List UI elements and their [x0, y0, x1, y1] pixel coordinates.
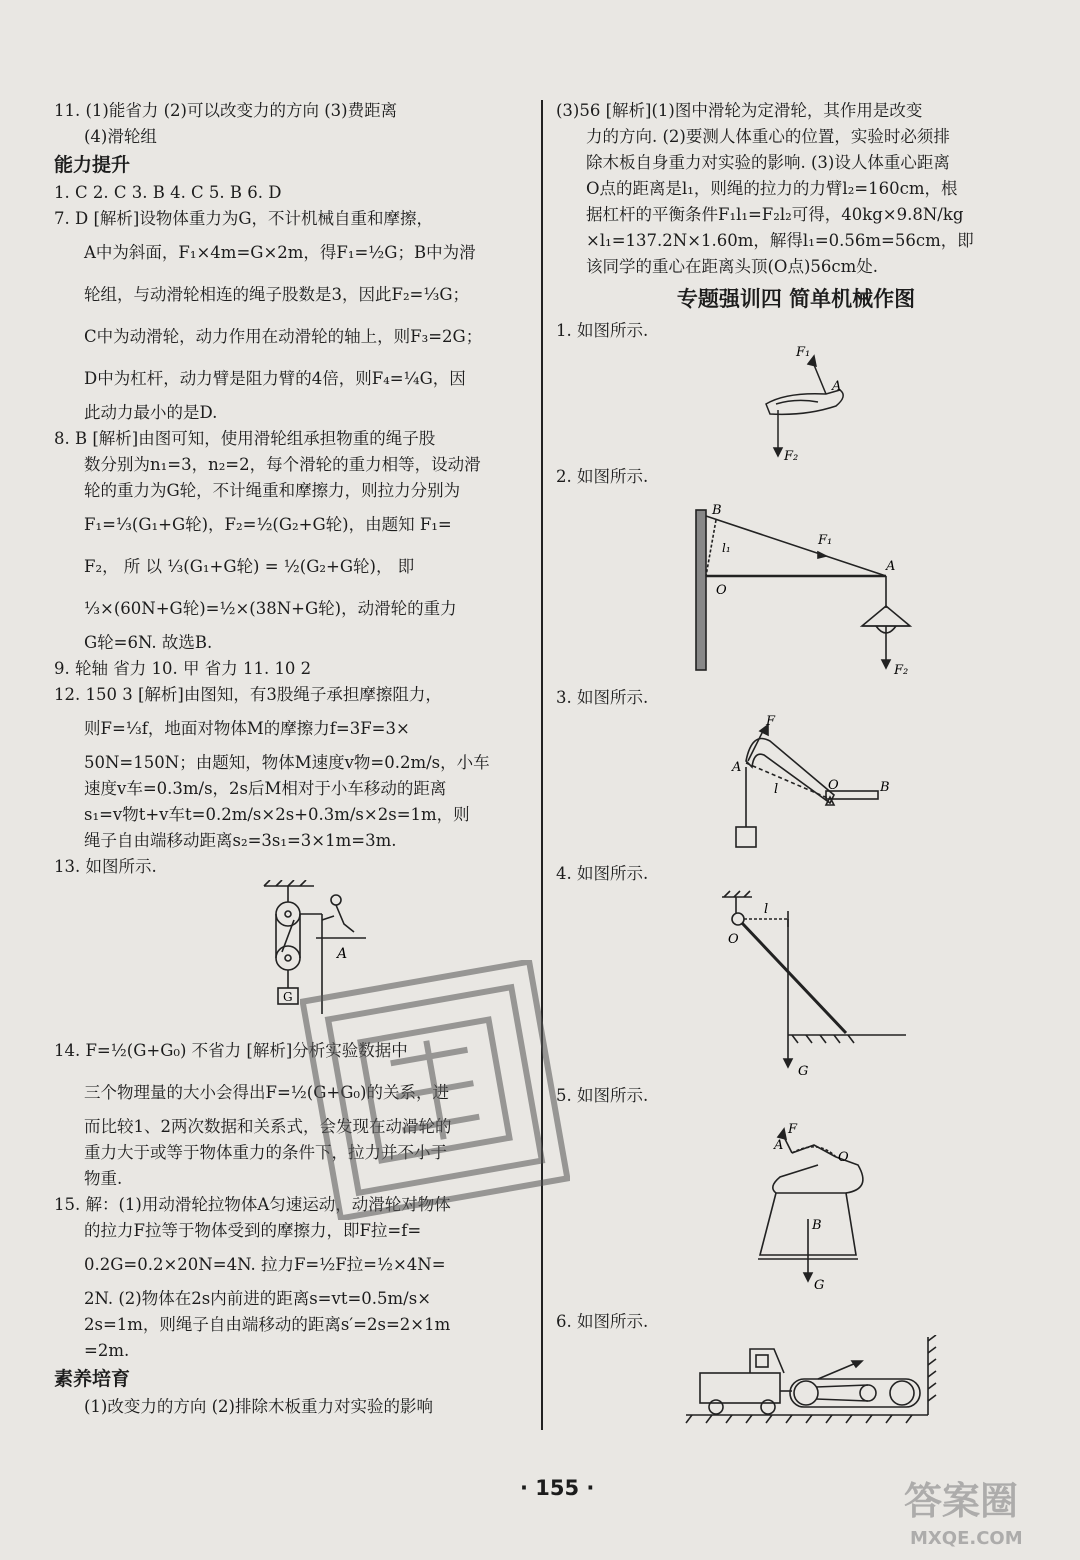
fig5-label-f: F — [788, 1122, 798, 1137]
q12-line: 速度v车=0.3m/s，2s后M相对于小车移动的距离 — [84, 779, 447, 798]
fig3-label-l: l — [774, 782, 779, 797]
cont-line: 据杠杆的平衡条件F₁l₁=F₂l₂可得，40kg×9.8N/kg — [586, 205, 964, 224]
fig5-label-o: O — [838, 1150, 849, 1165]
site-logo-watermark — [900, 1470, 1070, 1550]
q15-line: 0.2G=0.2×20N=4N. 拉力F=½F拉=½×4N= — [84, 1255, 446, 1274]
q7-line: 轮组，与动滑轮相连的绳子股数是3，因此F₂=⅓G； — [84, 285, 470, 304]
q12-line: s₁=v物t+v车t=0.2m/s×2s+0.3m/s×2s=1m，则 — [84, 805, 470, 824]
q11-line1: 11. (1)能省力 (2)可以改变力的方向 (3)费距离 — [54, 101, 398, 120]
fig6-truck-pulley — [556, 1335, 1036, 1435]
fig2-caption: 2. 如图所示. — [556, 467, 649, 486]
fig5-label-a: A — [774, 1138, 784, 1153]
fig2-label-f1: F₁ — [818, 533, 833, 548]
fig2-label-a: A — [886, 559, 896, 574]
q15-line: =2m. — [84, 1341, 130, 1360]
q12-line: 则F=⅓f，地面对物体M的摩擦力f=3F=3× — [84, 719, 410, 738]
q13-label-a: A — [337, 946, 348, 962]
fig1-label-f1: F₁ — [796, 345, 811, 360]
right-column — [556, 98, 1036, 1435]
fig1-label-a: A — [832, 379, 842, 394]
q14-line: 三个物理量的大小会得出F=½(G+G₀)的关系，进 — [84, 1083, 449, 1102]
q15-line: 2s=1m，则绳子自由端移动的距离s′=2s=2×1m — [84, 1315, 451, 1334]
fig4-label-o: O — [728, 932, 739, 947]
fig2-label-f2: F₂ — [894, 663, 909, 678]
answers-1-6: 1. C 2. C 3. B 4. C 5. B 6. D — [54, 183, 282, 202]
q8-line: 8. B [解析]由图可知，使用滑轮组承担物重的绳子股 — [54, 429, 436, 448]
q12-line: 50N=150N；由题知，物体M速度v物=0.2m/s，小车 — [84, 753, 490, 772]
q15-line: 的拉力F拉等于物体受到的摩擦力，即F拉=f= — [84, 1221, 422, 1240]
section-title: 专题强训四 简单机械作图 — [676, 287, 916, 311]
q7-line: 此动力最小的是D. — [84, 403, 218, 422]
q15-line: 15. 解：(1)用动滑轮拉物体A匀速运动，动滑轮对物体 — [54, 1195, 451, 1214]
fig3-label-b: B — [880, 780, 890, 795]
q7-line: D中为杠杆，动力臂是阻力臂的4倍，则F₄=¼G，因 — [84, 369, 466, 388]
section-literacy: 素养培育 — [54, 1368, 131, 1390]
q8-line: F₁=⅓(G₁+G轮)，F₂=½(G₂+G轮)，由题知 F₁= — [84, 515, 452, 534]
q12-line: 12. 150 3 [解析]由图知，有3股绳子承担摩擦阻力， — [54, 685, 442, 704]
watermark-stamp — [300, 960, 570, 1220]
q14-line: 重力大于或等于物体重力的条件下，拉力并不小于 — [84, 1143, 447, 1162]
q7-line: A中为斜面，F₁×4m=G×2m，得F₁=½G；B中为滑 — [84, 243, 476, 262]
fig5-label-g: G — [814, 1278, 825, 1293]
q12-line: 绳子自由端移动距离s₂=3s₁=3×1m=3m. — [84, 831, 397, 850]
fig1-hand-lever — [556, 344, 1036, 464]
q7-line: C中为动滑轮，动力作用在动滑轮的轴上，则F₃=2G； — [84, 327, 483, 346]
fig5-kettle — [556, 1109, 1036, 1309]
cont-line: 该同学的重心在距离头顶(O点)56cm处. — [586, 257, 879, 276]
q8-line: G轮=6N. 故选B. — [84, 633, 213, 652]
fig3-label-o: O — [828, 778, 839, 793]
q8-line: 轮的重力为G轮，不计绳重和摩擦力，则拉力分别为 — [84, 481, 461, 500]
q8-block — [54, 426, 532, 656]
logo-url: MXQE.COM — [910, 1528, 1023, 1549]
fig6-caption: 6. 如图所示. — [556, 1312, 649, 1331]
fig4-label-l: l — [764, 902, 769, 917]
q11-line2: (4)滑轮组 — [84, 127, 157, 146]
q14-line: 而比较1、2两次数据和关系式，会发现在动滑轮的 — [84, 1117, 452, 1136]
fig2-label-b: B — [712, 503, 722, 518]
column-divider — [541, 100, 543, 1430]
fig3-caption: 3. 如图所示. — [556, 688, 649, 707]
q15-line: 2N. (2)物体在2s内前进的距离s=vt=0.5m/s× — [84, 1289, 432, 1308]
fig2-label-o: O — [716, 583, 727, 598]
q14-line: 物重. — [84, 1169, 123, 1188]
fig4-caption: 4. 如图所示. — [556, 864, 649, 883]
fig3-label-f: F — [766, 714, 776, 729]
fig1-label-f2: F₂ — [784, 449, 799, 464]
page-number: · 155 · — [520, 1476, 595, 1500]
q7-line: 7. D [解析]设物体重力为G，不计机械自重和摩擦， — [54, 209, 434, 228]
q7-block — [54, 206, 532, 426]
fig3-label-a: A — [732, 760, 742, 775]
fig4-rod-on-ground — [556, 887, 1036, 1083]
q8-line: F₂， 所 以 ⅓(G₁+G轮) = ½(G₂+G轮)， 即 — [84, 557, 415, 576]
left-column — [54, 98, 532, 1420]
q13-label-g: G — [283, 990, 293, 1004]
fig4-label-g: G — [798, 1064, 809, 1079]
cont-line: 力的方向. (2)要测人体重心的位置，实验时必须排 — [586, 127, 950, 146]
fig3-crowbar — [556, 711, 1036, 861]
fig5-label-b: B — [812, 1218, 822, 1233]
fig2-wall-bracket — [556, 490, 1036, 685]
q14-line: 14. F=½(G+G₀) 不省力 [解析]分析实验数据中 — [54, 1041, 408, 1060]
section-ability: 能力提升 — [54, 154, 131, 176]
q8-line: 数分别为n₁=3，n₂=2，每个滑轮的重力相等，设动滑 — [84, 455, 481, 474]
fig5-caption: 5. 如图所示. — [556, 1086, 649, 1105]
cont-line: 除木板自身重力对实验的影响. (3)设人体重心距离 — [586, 153, 950, 172]
cont-line: O点的距离是l₁，则绳的拉力的力臂l₂=160cm，根 — [586, 179, 958, 198]
fig2-label-l1: l₁ — [722, 541, 731, 555]
fig1-caption: 1. 如图所示. — [556, 321, 649, 340]
q12-block — [54, 682, 532, 854]
cont-line: ×l₁=137.2N×1.60m，解得l₁=0.56m=56cm，即 — [586, 231, 974, 250]
q8-line: ⅓×(60N+G轮)=½×(38N+G轮)，动滑轮的重力 — [84, 599, 457, 618]
cont-line: (3)56 [解析](1)图中滑轮为定滑轮，其作用是改变 — [556, 101, 923, 120]
q9-11: 9. 轮轴 省力 10. 甲 省力 11. 10 2 — [54, 659, 312, 678]
literacy-answer: (1)改变力的方向 (2)排除木板重力对实验的影响 — [84, 1397, 433, 1416]
q13-caption: 13. 如图所示. — [54, 857, 157, 876]
logo-text: 答案圈 — [904, 1479, 1019, 1523]
